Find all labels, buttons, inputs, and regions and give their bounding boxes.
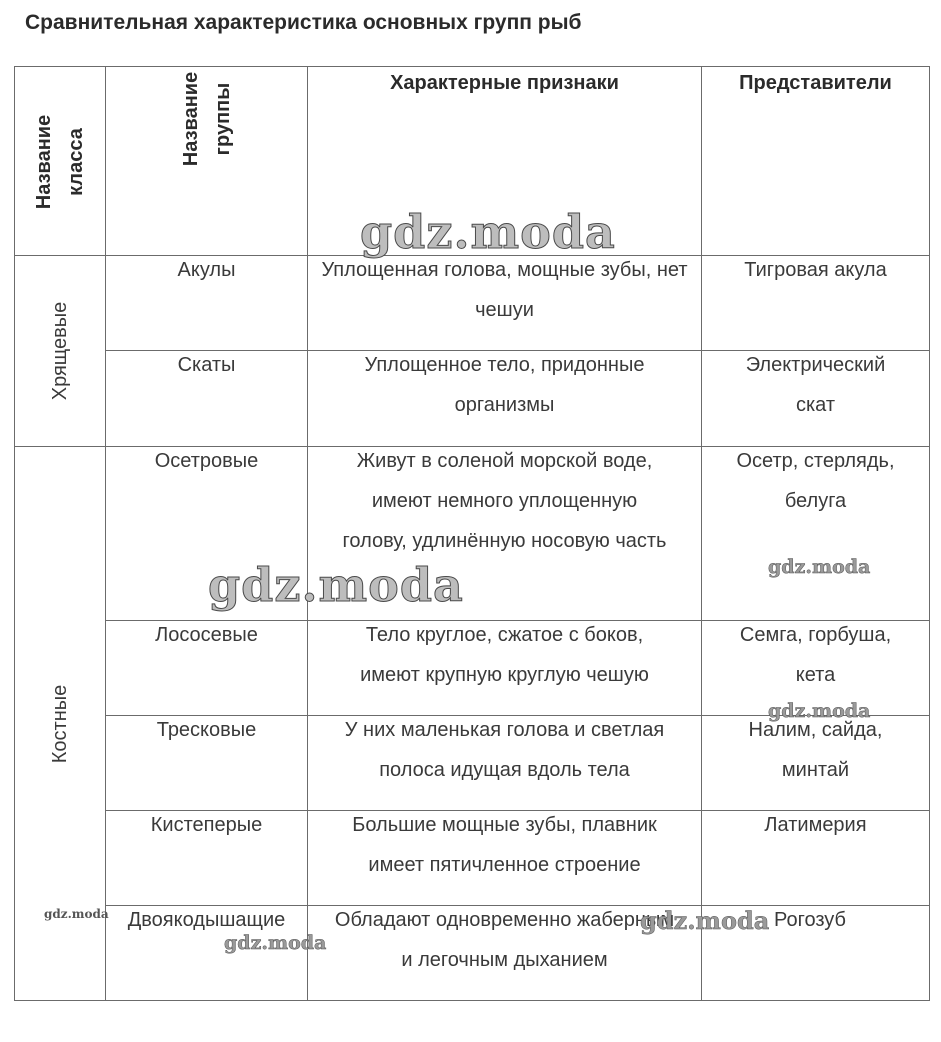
representatives-cell bbox=[702, 716, 930, 811]
representatives-text: Налим, сайда, минтай bbox=[748, 719, 883, 781]
watermark-logo: gdz.moda bbox=[768, 556, 871, 578]
header-representatives bbox=[702, 67, 930, 256]
representatives-cell bbox=[702, 811, 930, 906]
features-cell bbox=[308, 811, 702, 906]
group-name: Кистеперые bbox=[150, 814, 263, 836]
class-cell-cartilaginous bbox=[15, 256, 106, 447]
table-header-row bbox=[15, 67, 930, 256]
features-cell bbox=[308, 447, 702, 621]
watermark-logo: gdz.moda bbox=[640, 906, 770, 935]
group-name: Тресковые bbox=[156, 719, 257, 741]
features-text: У них маленькая голова и светлая полоса идущая вдоль тела bbox=[344, 719, 665, 781]
header-group-name-label: Название группы bbox=[179, 71, 234, 167]
header-class-name bbox=[15, 67, 106, 256]
group-cell bbox=[106, 351, 308, 447]
representatives-text: Электрический скат bbox=[745, 354, 886, 416]
group-name: Скаты bbox=[177, 354, 236, 376]
watermark-logo: gdz.moda bbox=[208, 558, 464, 612]
header-representatives-label: Представители bbox=[739, 72, 892, 94]
features-cell bbox=[308, 716, 702, 811]
representatives-text: Рогозуб bbox=[774, 909, 846, 931]
group-name: Лососевые bbox=[155, 624, 258, 646]
watermark-logo: gdz.moda bbox=[224, 932, 327, 954]
features-text: Уплощенная голова, мощные зубы, нет чешуи bbox=[321, 259, 688, 321]
representatives-cell bbox=[702, 256, 930, 351]
features-cell bbox=[308, 621, 702, 716]
table-row bbox=[15, 256, 930, 351]
representatives-text: Тигровая акула bbox=[744, 259, 887, 281]
header-class-name-label: Название класса bbox=[33, 114, 87, 210]
features-cell bbox=[308, 256, 702, 351]
features-text: Большие мощные зубы, плавник имеет пятичленное строение bbox=[352, 814, 657, 876]
group-cell bbox=[106, 811, 308, 906]
group-name: Акулы bbox=[177, 259, 236, 281]
features-text: Живут в соленой морской воде, имеют немного уплощенную голову, удлинённую носовую часть bbox=[342, 450, 667, 552]
header-group-name bbox=[106, 67, 308, 256]
class-name-bony: Костные bbox=[49, 684, 71, 763]
features-cell bbox=[308, 351, 702, 447]
watermark-logo: gdz.moda bbox=[360, 205, 616, 259]
table-row bbox=[15, 447, 930, 621]
table-row bbox=[15, 716, 930, 811]
watermark-logo: gdz.moda bbox=[768, 700, 871, 722]
class-name-cartilaginous: Хрящевые bbox=[49, 301, 71, 400]
representatives-text: Латимерия bbox=[764, 814, 867, 836]
page-title: Сравнительная характеристика основных групп рыб bbox=[25, 11, 582, 34]
class-cell-bony bbox=[15, 447, 106, 1001]
watermark-logo: gdz.moda bbox=[44, 907, 109, 921]
representatives-cell bbox=[702, 351, 930, 447]
table-row bbox=[15, 811, 930, 906]
fish-comparison-table bbox=[14, 66, 930, 1001]
representatives-cell bbox=[702, 621, 930, 716]
header-features bbox=[308, 67, 702, 256]
header-features-label: Характерные признаки bbox=[390, 72, 619, 94]
group-cell bbox=[106, 621, 308, 716]
group-cell bbox=[106, 906, 308, 1001]
representatives-text: Осетр, стерлядь, белуга bbox=[736, 450, 895, 512]
group-cell bbox=[106, 447, 308, 621]
table-row bbox=[15, 906, 930, 1001]
group-name: Осетровые bbox=[154, 450, 259, 472]
group-cell bbox=[106, 256, 308, 351]
table-row bbox=[15, 351, 930, 447]
features-text: Уплощенное тело, придонные организмы bbox=[364, 354, 645, 416]
representatives-cell bbox=[702, 906, 930, 1001]
group-cell bbox=[106, 716, 308, 811]
group-name: Двоякодышащие bbox=[127, 909, 286, 931]
features-cell bbox=[308, 906, 702, 1001]
features-text: Тело круглое, сжатое с боков, имеют крупную круглую чешую bbox=[360, 624, 649, 686]
representatives-text: Семга, горбуша, кета bbox=[739, 624, 892, 686]
representatives-cell bbox=[702, 447, 930, 621]
features-text: Обладают одновременно жаберным и легочным дыханием bbox=[334, 909, 675, 971]
table-row bbox=[15, 621, 930, 716]
